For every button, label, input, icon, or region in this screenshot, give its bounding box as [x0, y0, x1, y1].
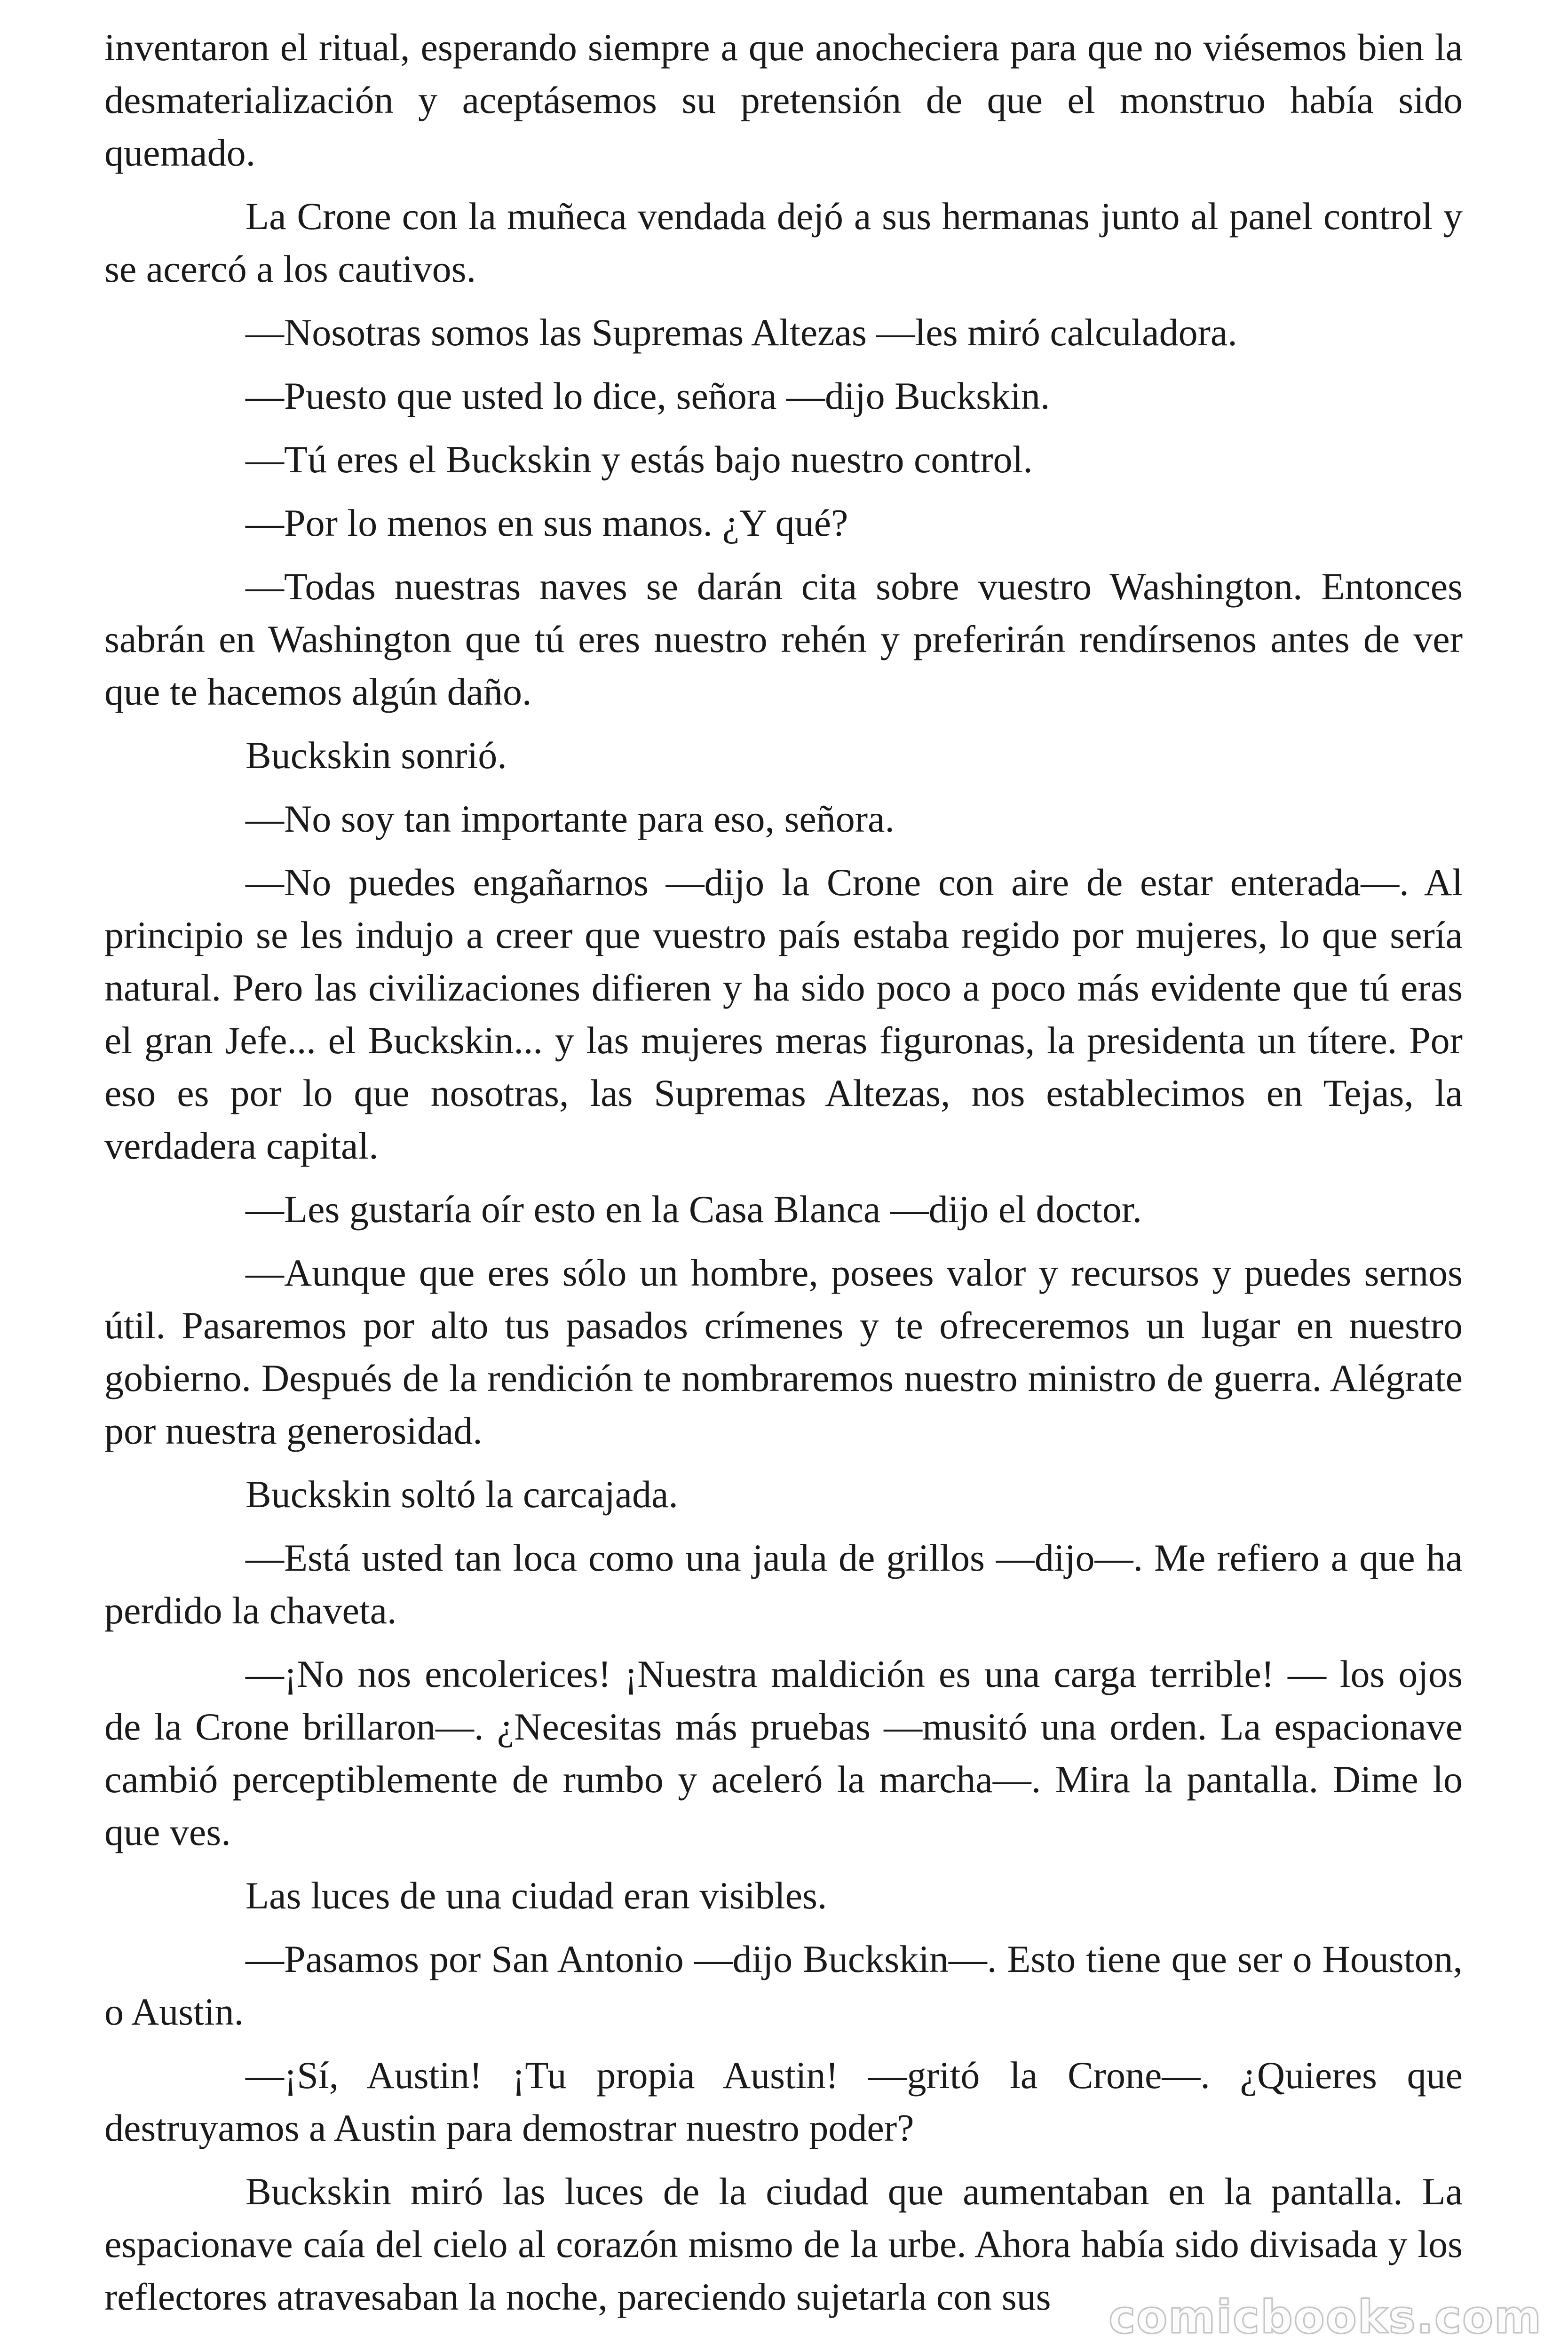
document-page: [104, 21, 1463, 2326]
paragraph-6: —Por lo menos en sus manos. ¿Y qué?: [245, 501, 848, 544]
paragraph-15: —¡No nos encolerices! ¡Nuestra maldición es una carga terrible! — los ojos de la Crone brillaron—. ¿Necesitas más pruebas —musitó una orden. La espacionave cambió perceptiblemente de rumbo y aceleró la marcha—. Mira la pantalla. Dime lo que ves.: [104, 1653, 1463, 1853]
paragraph-7: —Todas nuestras naves se darán cita sobre vuestro Washington. Entonces sabrán en Washington que tú eres nuestro rehén y preferirán rendírsenos antes de ver que te hacemos algún daño.: [104, 565, 1463, 713]
paragraph-9: —No soy tan importante para eso, señora.: [245, 797, 895, 840]
paragraph-19: Buckskin miró las luces de la ciudad que aumentaban en la pantalla. La espacionave caía del cielo al corazón mismo de la urbe. Ahora había sido divisada y los reflectores atravesaban la noche, pareciendo sujetarla con sus: [104, 2170, 1463, 2318]
watermark-logo: comicbooks.com: [1109, 2291, 1542, 2344]
paragraph-8: Buckskin sonrió.: [245, 734, 507, 777]
paragraph-3: —Nosotras somos las Supremas Altezas —les miró calculadora.: [245, 311, 1237, 354]
paragraph-13: Buckskin soltó la carcajada.: [245, 1473, 678, 1516]
paragraph-12: —Aunque que eres sólo un hombre, posees valor y recursos y puedes sernos útil. Pasaremos por alto tus pasados crímenes y te ofreceremos un lugar en nuestro gobierno. Después de la rendición te nombraremos nuestro ministro de guerra. Alégrate por nuestra generosidad.: [104, 1251, 1463, 1452]
paragraph-18: —¡Sí, Austin! ¡Tu propia Austin! —gritó la Crone—. ¿Quieres que destruyamos a Austin para demostrar nuestro poder?: [104, 2054, 1463, 2149]
paragraph-14: —Está usted tan loca como una jaula de grillos —dijo—. Me refiero a que ha perdido la chaveta.: [104, 1536, 1463, 1632]
paragraph-2: La Crone con la muñeca vendada dejó a sus hermanas junto al panel control y se acercó a los cautivos.: [104, 195, 1463, 290]
paragraph-16: Las luces de una ciudad eran visibles.: [245, 1874, 827, 1917]
paragraph-4: —Puesto que usted lo dice, señora —dijo Buckskin.: [245, 374, 1050, 417]
paragraph-5: —Tú eres el Buckskin y estás bajo nuestro control.: [245, 438, 1033, 481]
paragraph-11: —Les gustaría oír esto en la Casa Blanca —dijo el doctor.: [245, 1188, 1142, 1231]
paragraph-1: inventaron el ritual, esperando siempre a que anocheciera para que no viésemos bien la desmaterialización y aceptásemos su pretensión de que el monstruo había sido quemado.: [104, 26, 1463, 174]
paragraph-10: —No puedes engañarnos —dijo la Crone con aire de estar enterada—. Al principio se les indujo a creer que vuestro país estaba regido por mujeres, lo que sería natural. Pero las civilizaciones difieren y ha sido poco a poco más evidente que tú eras el gran Jefe... el Buckskin... y las mujeres meras figuronas, la presidenta un títere. Por eso es por lo que nosotras, las Supremas Altezas, nos establecimos en Tejas, la verdadera capital.: [104, 861, 1463, 1167]
paragraph-17: —Pasamos por San Antonio —dijo Buckskin—. Esto tiene que ser o Houston, o Austin.: [104, 1938, 1463, 2033]
